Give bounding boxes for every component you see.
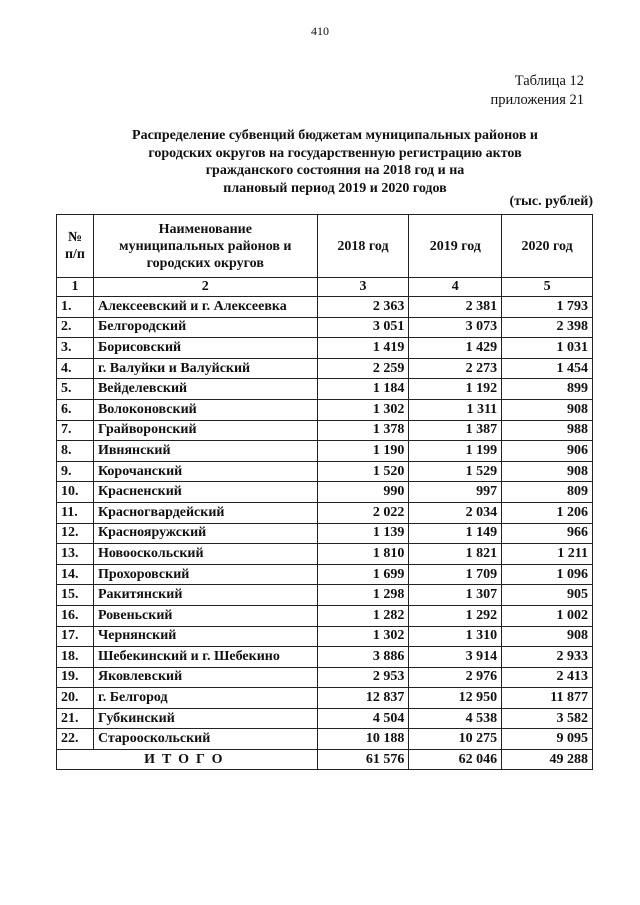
- value-2019: 12 950: [409, 688, 502, 709]
- municipality-name: Белгородский: [93, 317, 317, 338]
- value-2020: 2 413: [502, 667, 593, 688]
- value-2018: 1 378: [317, 420, 409, 441]
- title-line-1: Распределение субвенций бюджетам муниципальных районов и: [132, 128, 538, 143]
- table-row: [57, 626, 593, 647]
- total-2018: 61 576: [317, 750, 409, 770]
- municipality-name: Грайворонский: [93, 420, 317, 441]
- title-line-4: плановый период 2019 и 2020 годов: [223, 180, 447, 196]
- row-number: 12.: [57, 523, 94, 544]
- caption-line-1: Таблица 12: [514, 73, 584, 89]
- value-2019: 3 914: [409, 647, 502, 668]
- value-2020: 809: [502, 482, 593, 503]
- row-number: 4.: [57, 358, 94, 379]
- units-label: (тыс. рублей): [509, 194, 593, 209]
- table-row: [57, 461, 593, 482]
- row-number: 10.: [57, 482, 94, 503]
- municipality-name: Волоконовский: [93, 399, 317, 420]
- value-2020: 906: [502, 441, 593, 462]
- table-row: [57, 502, 593, 523]
- column-number: 1: [57, 278, 94, 297]
- value-2019: 1 199: [409, 441, 502, 462]
- row-number: 6.: [57, 399, 94, 420]
- header-2020: 2020 год: [502, 215, 593, 278]
- row-number: 17.: [57, 626, 94, 647]
- value-2018: 2 953: [317, 667, 409, 688]
- table-row: [57, 585, 593, 606]
- value-2019: 1 387: [409, 420, 502, 441]
- municipality-name: Чернянский: [93, 626, 317, 647]
- value-2018: 1 419: [317, 338, 409, 359]
- table-row: [57, 647, 593, 668]
- value-2020: 1 206: [502, 502, 593, 523]
- value-2020: 905: [502, 585, 593, 606]
- municipality-name: Яковлевский: [93, 667, 317, 688]
- row-number: 8.: [57, 441, 94, 462]
- value-2019: 4 538: [409, 708, 502, 729]
- table-row: [57, 564, 593, 585]
- value-2018: 1 520: [317, 461, 409, 482]
- value-2019: 1 307: [409, 585, 502, 606]
- value-2018: 2 363: [317, 297, 409, 318]
- row-number: 15.: [57, 585, 94, 606]
- municipality-name: Красногвардейский: [93, 502, 317, 523]
- page-number: 410: [311, 24, 329, 38]
- header-2018: 2018 год: [317, 215, 409, 278]
- table-row: [57, 338, 593, 359]
- municipality-name: Красненский: [93, 482, 317, 503]
- header-name-line-3: городских округов: [146, 255, 264, 271]
- municipality-name: Губкинский: [93, 708, 317, 729]
- municipality-name: Вейделевский: [93, 379, 317, 400]
- municipality-name: Новооскольский: [93, 544, 317, 565]
- column-number: 3: [317, 278, 409, 297]
- table-header-row: [57, 215, 593, 278]
- value-2018: 3 051: [317, 317, 409, 338]
- value-2019: 1 292: [409, 605, 502, 626]
- header-num: [57, 215, 94, 278]
- value-2019: 1 529: [409, 461, 502, 482]
- row-number: 9.: [57, 461, 94, 482]
- row-number: 16.: [57, 605, 94, 626]
- municipality-name: Краснояружский: [93, 523, 317, 544]
- value-2019: 997: [409, 482, 502, 503]
- header-name-line-1: Наименование: [158, 221, 252, 237]
- value-2019: 2 976: [409, 667, 502, 688]
- header-2019: 2019 год: [409, 215, 502, 278]
- value-2020: 908: [502, 399, 593, 420]
- total-label: ИТОГО: [57, 750, 318, 770]
- value-2020: 1 096: [502, 564, 593, 585]
- value-2018: 1 139: [317, 523, 409, 544]
- table-row: [57, 708, 593, 729]
- column-number: 2: [93, 278, 317, 297]
- table-row: [57, 379, 593, 400]
- header-name: [93, 215, 317, 278]
- value-2018: 1 190: [317, 441, 409, 462]
- document-title: [95, 127, 575, 197]
- value-2018: 2 022: [317, 502, 409, 523]
- value-2020: 1 211: [502, 544, 593, 565]
- value-2018: 1 184: [317, 379, 409, 400]
- row-number: 2.: [57, 317, 94, 338]
- value-2020: 2 398: [502, 317, 593, 338]
- value-2020: 1 002: [502, 605, 593, 626]
- municipality-name: Алексеевский и г. Алексеевка: [93, 297, 317, 318]
- value-2018: 3 886: [317, 647, 409, 668]
- value-2020: 9 095: [502, 729, 593, 750]
- value-2020: 1 454: [502, 358, 593, 379]
- value-2018: 1 810: [317, 544, 409, 565]
- value-2018: 1 282: [317, 605, 409, 626]
- municipality-name: г. Белгород: [93, 688, 317, 709]
- value-2018: 990: [317, 482, 409, 503]
- row-number: 3.: [57, 338, 94, 359]
- value-2020: 908: [502, 461, 593, 482]
- row-number: 20.: [57, 688, 94, 709]
- header-num-line-2: п/п: [64, 247, 85, 262]
- table-row: [57, 317, 593, 338]
- table-row: [57, 297, 593, 318]
- municipality-name: Старооскольский: [93, 729, 317, 750]
- value-2019: 2 034: [409, 502, 502, 523]
- row-number: 21.: [57, 708, 94, 729]
- value-2020: 1 031: [502, 338, 593, 359]
- column-number: 5: [502, 278, 593, 297]
- value-2018: 2 259: [317, 358, 409, 379]
- row-number: 13.: [57, 544, 94, 565]
- value-2020: 3 582: [502, 708, 593, 729]
- municipality-name: г. Валуйки и Валуйский: [93, 358, 317, 379]
- value-2020: 11 877: [502, 688, 593, 709]
- value-2018: 1 302: [317, 399, 409, 420]
- municipality-name: Ивнянский: [93, 441, 317, 462]
- value-2019: 1 192: [409, 379, 502, 400]
- table-row: [57, 523, 593, 544]
- value-2019: 2 381: [409, 297, 502, 318]
- table-row: [57, 667, 593, 688]
- value-2020: 1 793: [502, 297, 593, 318]
- value-2018: 1 699: [317, 564, 409, 585]
- value-2019: 1 709: [409, 564, 502, 585]
- value-2019: 1 429: [409, 338, 502, 359]
- row-number: 18.: [57, 647, 94, 668]
- value-2020: 899: [502, 379, 593, 400]
- value-2019: 1 821: [409, 544, 502, 565]
- row-number: 7.: [57, 420, 94, 441]
- header-num-line-1: №: [67, 230, 83, 245]
- table-row: [57, 729, 593, 750]
- value-2020: 2 933: [502, 647, 593, 668]
- value-2018: 1 302: [317, 626, 409, 647]
- municipality-name: Борисовский: [93, 338, 317, 359]
- total-row: [57, 750, 593, 770]
- municipality-name: Корочанский: [93, 461, 317, 482]
- table-row: [57, 420, 593, 441]
- value-2018: 10 188: [317, 729, 409, 750]
- value-2019: 1 149: [409, 523, 502, 544]
- subsidy-table: [56, 214, 593, 770]
- value-2019: 10 275: [409, 729, 502, 750]
- value-2018: 1 298: [317, 585, 409, 606]
- table-row: [57, 399, 593, 420]
- title-line-2: городских округов на государственную регистрацию актов: [148, 145, 522, 161]
- table-row: [57, 605, 593, 626]
- table-row: [57, 688, 593, 709]
- value-2019: 2 273: [409, 358, 502, 379]
- table-row: [57, 441, 593, 462]
- row-number: 5.: [57, 379, 94, 400]
- value-2020: 908: [502, 626, 593, 647]
- caption-line-2: приложения 21: [490, 92, 584, 108]
- column-number-row: [57, 278, 593, 297]
- value-2020: 988: [502, 420, 593, 441]
- header-name-line-2: муниципальных районов и: [119, 238, 292, 254]
- total-2019: 62 046: [409, 750, 502, 770]
- municipality-name: Ракитянский: [93, 585, 317, 606]
- municipality-name: Шебекинский и г. Шебекино: [93, 647, 317, 668]
- value-2018: 12 837: [317, 688, 409, 709]
- table-row: [57, 544, 593, 565]
- row-number: 14.: [57, 564, 94, 585]
- value-2020: 966: [502, 523, 593, 544]
- total-2020: 49 288: [502, 750, 593, 770]
- value-2019: 1 310: [409, 626, 502, 647]
- value-2018: 4 504: [317, 708, 409, 729]
- column-number: 4: [409, 278, 502, 297]
- table-caption: [491, 72, 584, 110]
- value-2019: 1 311: [409, 399, 502, 420]
- row-number: 11.: [57, 502, 94, 523]
- table-row: [57, 482, 593, 503]
- value-2019: 3 073: [409, 317, 502, 338]
- title-line-3: гражданского состояния на 2018 год и на: [205, 163, 465, 178]
- row-number: 19.: [57, 667, 94, 688]
- row-number: 1.: [57, 297, 94, 318]
- table-row: [57, 358, 593, 379]
- row-number: 22.: [57, 729, 94, 750]
- municipality-name: Ровеньский: [93, 605, 317, 626]
- municipality-name: Прохоровский: [93, 564, 317, 585]
